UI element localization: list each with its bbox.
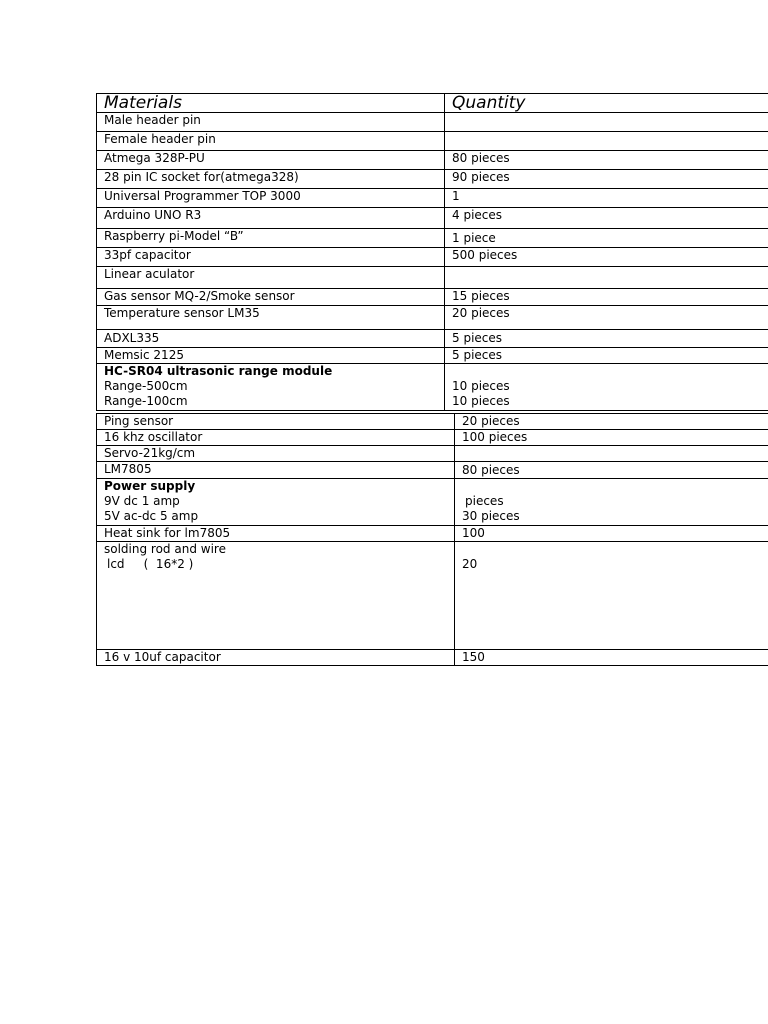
quantity-cell: [445, 132, 768, 151]
quantity-cell: [445, 113, 768, 132]
power-qty-2: 30 pieces: [462, 509, 520, 523]
table-row: [97, 650, 768, 666]
table-row: [97, 462, 768, 479]
quantity-cell: 100: [455, 526, 768, 542]
material-cell: 33pf capacitor: [97, 248, 445, 267]
table-row-solding: [97, 542, 768, 650]
materials-table: [96, 93, 768, 411]
solding-line-2: lcd ( 16*2 ): [107, 557, 194, 571]
material-cell: [97, 364, 445, 411]
quantity-cell: 1 piece: [445, 229, 768, 248]
table-row: [97, 267, 768, 289]
table-header-row: [97, 94, 768, 113]
material-cell: Servo-21kg/cm: [97, 446, 455, 462]
material-cell: Gas sensor MQ-2/Smoke sensor: [97, 289, 445, 306]
header-quantity: Quantity: [445, 94, 768, 113]
table-row: [97, 348, 768, 364]
material-cell: Arduino UNO R3: [97, 208, 445, 229]
material-cell: 16 khz oscillator: [97, 430, 455, 446]
solding-qty: 20: [462, 557, 478, 571]
power-line-2: 5V ac-dc 5 amp: [104, 509, 199, 523]
quantity-cell: 20 pieces: [445, 306, 768, 330]
material-cell: Male header pin: [97, 113, 445, 132]
table-row: [97, 170, 768, 189]
quantity-cell: 20 pieces: [455, 414, 768, 430]
power-qty-1: pieces: [465, 494, 504, 508]
quantity-cell: 150: [455, 650, 768, 666]
hcsr04-range-100: Range-100cm: [104, 394, 188, 408]
table-row: [97, 289, 768, 306]
material-cell: [97, 542, 455, 650]
material-cell: Memsic 2125: [97, 348, 445, 364]
material-cell: LM7805: [97, 462, 455, 479]
quantity-cell: 1: [445, 189, 768, 208]
table-row-hcsr04: [97, 364, 768, 411]
quantity-cell: 15 pieces: [445, 289, 768, 306]
quantity-cell: 80 pieces: [455, 462, 768, 479]
table-row-power-supply: [97, 479, 768, 526]
material-cell: 16 v 10uf capacitor: [97, 650, 455, 666]
quantity-cell: 5 pieces: [445, 330, 768, 348]
material-cell: Atmega 328P-PU: [97, 151, 445, 170]
table-row: [97, 526, 768, 542]
material-cell: Raspberry pi-Model “B”: [97, 229, 445, 248]
quantity-cell: 5 pieces: [445, 348, 768, 364]
solding-line-1: solding rod and wire: [104, 542, 226, 556]
table-row: [97, 189, 768, 208]
material-cell: Temperature sensor LM35: [97, 306, 445, 330]
hcsr04-title: HC-SR04 ultrasonic range module: [104, 364, 333, 378]
quantity-cell: 80 pieces: [445, 151, 768, 170]
material-cell: [97, 479, 455, 526]
table-row: [97, 248, 768, 267]
hcsr04-qty-2: 10 pieces: [452, 394, 510, 408]
material-cell: Female header pin: [97, 132, 445, 151]
table-row: [97, 430, 768, 446]
quantity-cell: [455, 479, 768, 526]
quantity-cell: 4 pieces: [445, 208, 768, 229]
power-title: Power supply: [104, 479, 196, 493]
material-cell: Universal Programmer TOP 3000: [97, 189, 445, 208]
quantity-cell: 500 pieces: [445, 248, 768, 267]
material-cell: Heat sink for lm7805: [97, 526, 455, 542]
quantity-cell: [455, 542, 768, 650]
material-cell: 28 pin IC socket for(atmega328): [97, 170, 445, 189]
material-cell: Linear aculator: [97, 267, 445, 289]
hcsr04-range-500: Range-500cm: [104, 379, 188, 393]
quantity-cell: [445, 364, 768, 411]
header-materials: Materials: [97, 94, 445, 113]
quantity-cell: 100 pieces: [455, 430, 768, 446]
table-row: [97, 151, 768, 170]
hcsr04-qty-1: 10 pieces: [452, 379, 510, 393]
table-row: [97, 414, 768, 430]
table-row: [97, 306, 768, 330]
materials-table-continued: [96, 413, 768, 666]
table-row: [97, 229, 768, 248]
table-row: [97, 132, 768, 151]
table-row: [97, 208, 768, 229]
quantity-cell: [455, 446, 768, 462]
quantity-cell: [445, 267, 768, 289]
table-row: [97, 113, 768, 132]
material-cell: Ping sensor: [97, 414, 455, 430]
power-line-1: 9V dc 1 amp: [104, 494, 180, 508]
material-cell: ADXL335: [97, 330, 445, 348]
table-row: [97, 446, 768, 462]
quantity-cell: 90 pieces: [445, 170, 768, 189]
table-row: [97, 330, 768, 348]
